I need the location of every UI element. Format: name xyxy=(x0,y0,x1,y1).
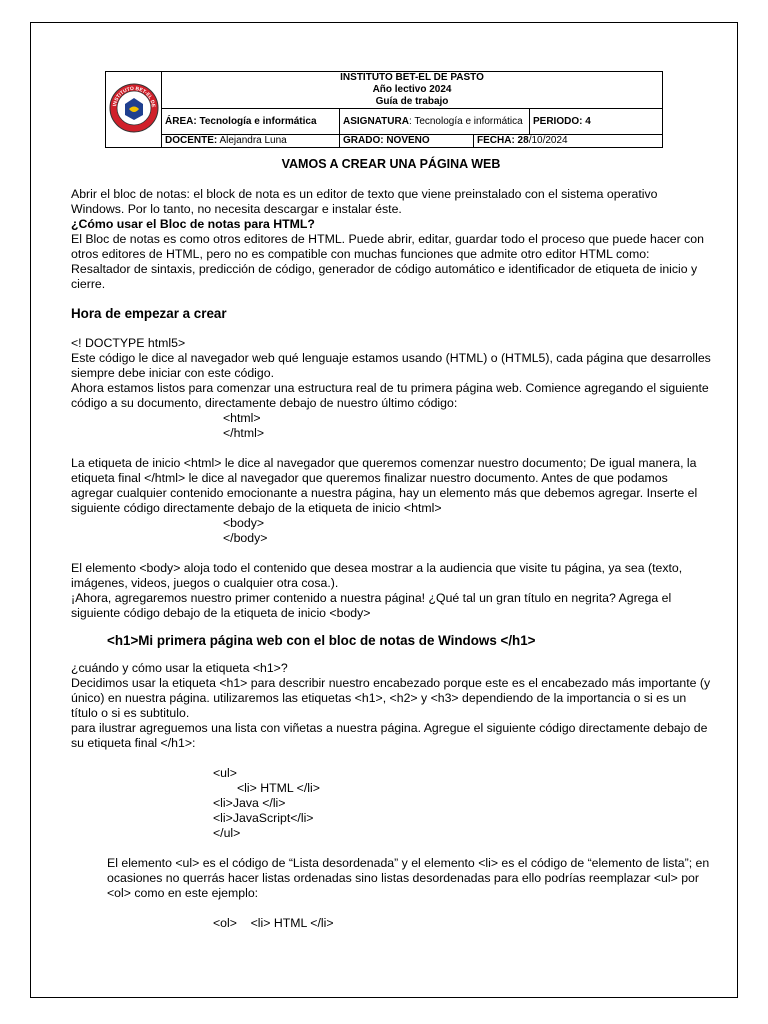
intro-paragraph: Abrir el bloc de notas: el block de nota es un editor de texto que viene preinstalado con el sistema operativo Windows. Por lo tanto, no necesita descargar e instalar éste. xyxy=(71,187,658,216)
grade-cell: GRADO: NOVENO xyxy=(340,135,474,148)
doctype-code: <! DOCTYPE html5> xyxy=(71,336,186,350)
h1-explanation: Decidimos usar la etiqueta <h1> para describir nuestro encabezado porque este es el encabezado más importante (y único) en nuestra página. utilizaremos las etiquetas <h1>, <h2> y <h3> dependiendo de la importancia o si es un título o si es subtitulo. xyxy=(71,676,711,720)
institute-name: INSTITUTO BET-EL DE PASTO xyxy=(340,72,484,83)
h1-question: ¿cuándo y cómo usar la etiqueta <h1>? xyxy=(71,661,288,675)
li-java-code: <li>Java </li> xyxy=(213,796,286,810)
ul-open-code: <ul> xyxy=(213,766,237,780)
school-seal-icon xyxy=(108,82,160,134)
subject-cell: ASIGNATURA: Tecnología e informática xyxy=(340,109,530,135)
guide-title: Guía de trabajo xyxy=(375,96,449,107)
school-info xyxy=(162,72,663,109)
section-heading: Hora de empezar a crear xyxy=(71,306,227,321)
html-open-code: <html> xyxy=(223,411,261,425)
body-close-code: </body> xyxy=(223,531,268,545)
li-js-code: <li>JavaScript</li> xyxy=(213,811,314,825)
list-intro: para ilustrar agreguemos una lista con viñetas a nuestra página. Agregue el siguiente código directamente debajo de su etiqueta final </h1>: xyxy=(71,721,708,750)
html-tag-paragraph: La etiqueta de inicio <html> le dice al navegador que queremos comenzar nuestro documento; De igual manera, la etiqueta final </html> le dice al navegador que queremos finalizar nuestro documento. Antes de que podamos agregar cualquier contenido emocionante a nuestra página, hay un elemento más que debemos agregar. Inserte el siguiente código directamente debajo de la etiqueta de inicio <html> xyxy=(71,456,698,515)
body-open-code: <body> xyxy=(223,516,265,530)
structure-paragraph: Ahora estamos listos para comenzar una estructura real de tu primera página web. Comience agregando el siguiente código a su documento, directamente debajo de nuestro último código: xyxy=(71,381,709,410)
school-year: Año lectivo 2024 xyxy=(372,84,452,95)
teacher-cell: DOCENTE: Alejandra Luna xyxy=(162,135,340,148)
html-close-code: </html> xyxy=(223,426,265,440)
ul-close-code: </ul> xyxy=(213,826,241,840)
doctype-paragraph: Este código le dice al navegador web qué lenguaje estamos usando (HTML) o (HTML5), cada página que desarrolles siempre debe iniciar con este código. xyxy=(71,351,711,380)
ul-explanation: El elemento <ul> es el código de “Lista desordenada” y el elemento <li> es el código de “elemento de lista”; en ocasiones no querrás hacer listas ordenadas sino listas desordenadas para ello podrías reemplazar <ul> por <ol> como en este ejemplo: xyxy=(107,856,710,900)
li-html-code: <li> HTML </li> xyxy=(237,781,320,795)
logo-text: INSTITUTO BET-EL DE xyxy=(111,85,156,108)
page-title: VAMOS A CREAR UNA PÁGINA WEB xyxy=(281,157,501,171)
ol-code-example: <ol> <li> HTML </li> xyxy=(213,916,334,930)
first-content-paragraph: ¡Ahora, agregaremos nuestro primer contenido a nuestra página! ¿Qué tal un gran título en negrita? Agrega el siguiente código debajo de la etiqueta de inicio <body> xyxy=(71,591,672,620)
header-table xyxy=(105,71,663,148)
area-cell: ÁREA: Tecnología e informática xyxy=(162,109,340,135)
document-body xyxy=(71,150,711,931)
question-heading: ¿Cómo usar el Bloc de notas para HTML? xyxy=(71,217,315,231)
body-element-paragraph: El elemento <body> aloja todo el contenido que desea mostrar a la audiencia que visite tu página, ya sea (texto, imágenes, videos, juegos o cualquier otra cosa.). xyxy=(71,561,683,590)
notepad-paragraph: El Bloc de notas es como otros editores de HTML. Puede abrir, editar, guardar todo el proceso que puede hacer con otros editores de HTML, pero no es compatible con muchas funciones que admite otro editor HTML como: Resaltador de sintaxis, predicción de código, generador de código automático e identificador de etiqueta de inicio y cierre. xyxy=(71,232,704,291)
h1-code-example: <h1>Mi primera página web con el bloc de notas de Windows </h1> xyxy=(107,633,536,648)
period-cell: PERIODO: 4 xyxy=(530,109,663,135)
date-cell: FECHA: 28/10/2024 xyxy=(474,135,663,148)
school-logo xyxy=(106,72,162,148)
